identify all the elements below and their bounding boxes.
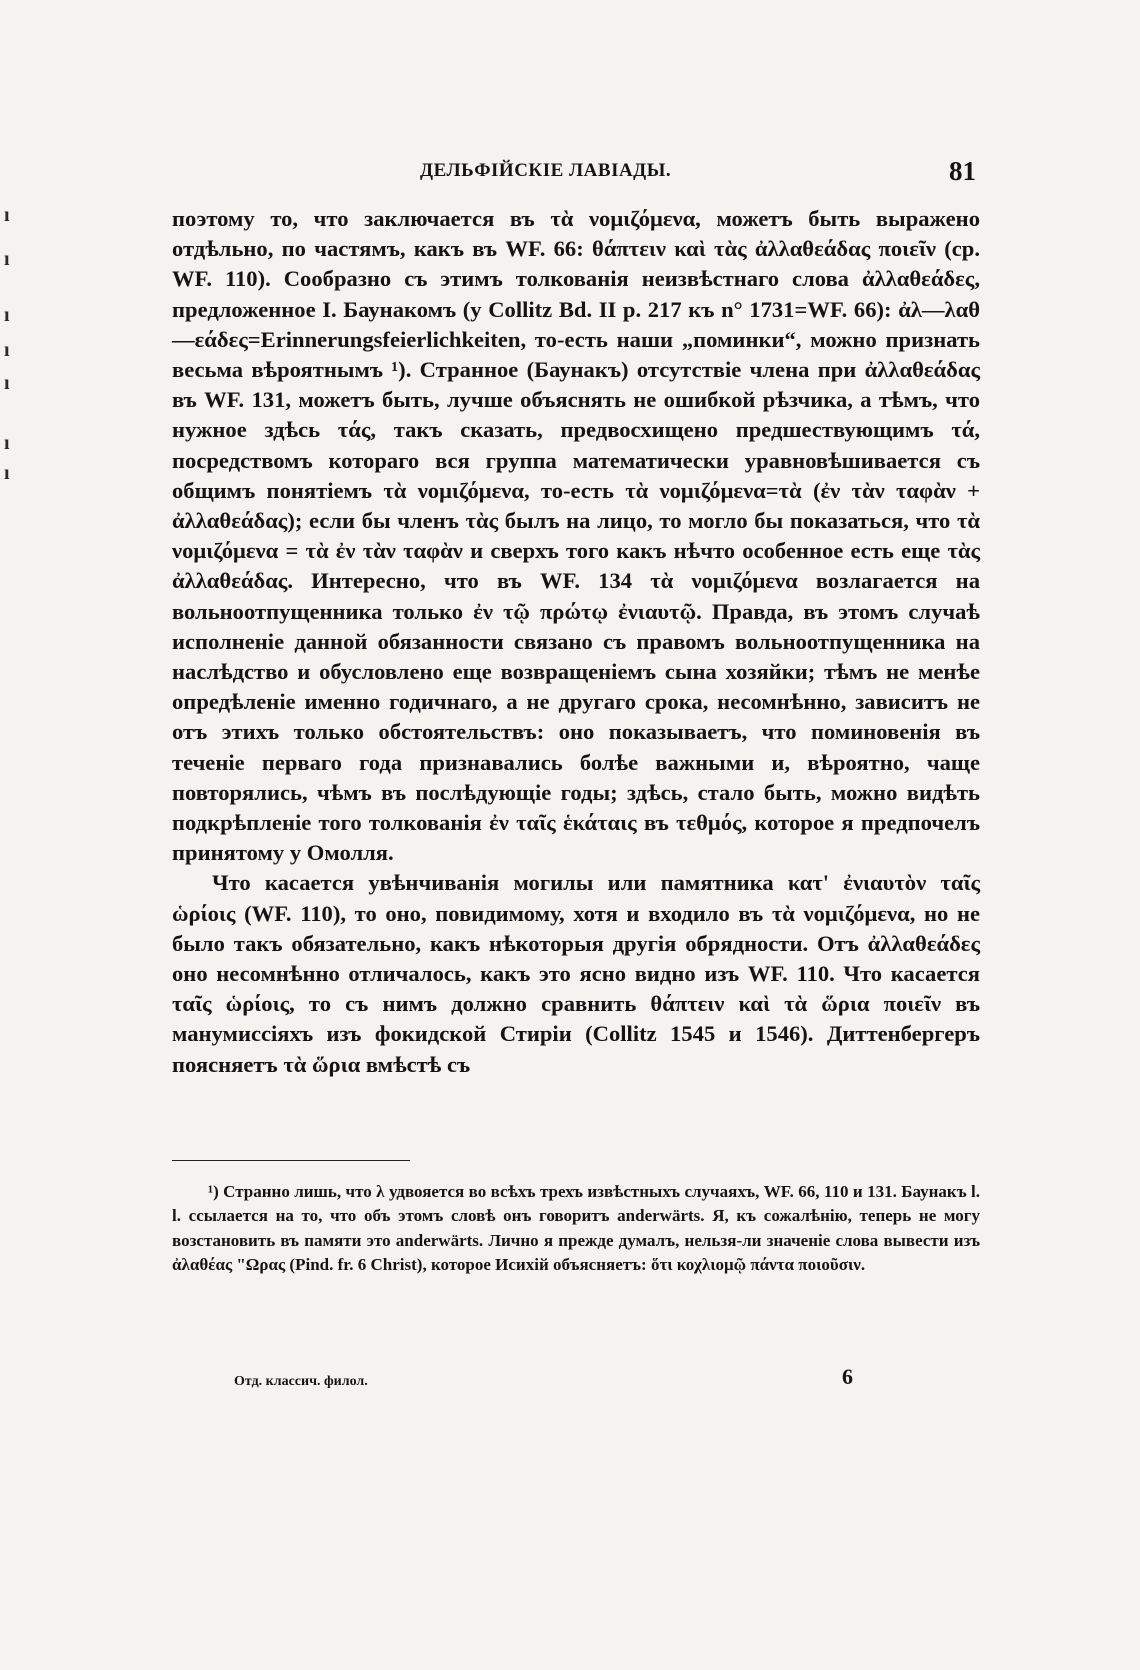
footnote xyxy=(172,1180,980,1277)
body-text xyxy=(172,204,980,1080)
margin-mark: ı xyxy=(4,204,10,226)
sheet-number: 6 xyxy=(842,1364,853,1389)
margin-mark: ı xyxy=(4,339,10,361)
margin-mark: ı xyxy=(4,432,10,454)
margin-mark: ı xyxy=(4,462,10,484)
page-number: 81 xyxy=(949,156,976,186)
signature-mark: Отд. классич. филол. xyxy=(234,1374,368,1389)
page-header xyxy=(208,156,976,186)
margin-mark: ı xyxy=(4,304,10,326)
running-title: ДЕЛЬФІЙСКІЕ ЛАВІАДЫ. xyxy=(420,160,672,181)
margin-mark: ı xyxy=(4,372,10,394)
footnote-text: ¹) Странно лишь, что λ удвояется во всѣхъ трехъ извѣстныхъ случаяхъ, WF. 66, 110 и 131. Баунакъ l. l. ссылается на то, что объ этомъ словѣ онъ говоритъ anderwärts. Я, къ сожалѣнію, теперь не могу возстановить въ памяти это anderwärts. Лично я прежде думалъ, нельзя-ли значеніе слова вывести изъ ἀλαθέας "Ωρας (Pind. fr. 6 Christ), которое Исихій объясняетъ: ὅτι κοχλιομῷ πάντα ποιοῦσιν. xyxy=(172,1182,980,1274)
paragraph: поэтому то, что заключается въ τὰ νομιζόμενα, можетъ быть выражено отдѣльно, по частямъ, какъ въ WF. 66: θάπτειν καὶ τὰς ἀλλαθεάδας ποιεῖν (ср. WF. 110). Сообразно съ этимъ толкованія неизвѣстнаго слова ἀλλαθεάδες, предложенное I. Баунакомъ (у Collitz Bd. II p. 217 къ n° 1731=WF. 66): ἀλ—λαθ—εάδες=Erinnerungsfeierlichkeiten, то-есть наши „поминки“, можно признать весьма вѣроятнымъ ¹). Странное (Баунакъ) отсутствіе члена при ἀλλαθεάδας въ WF. 131, можетъ быть, лучше объяснять не ошибкой рѣзчика, а тѣмъ, что нужное здѣсь τάς, такъ сказать, предвосхищено предшествующимъ τά, посредствомъ котораго вся группа математически уравновѣшивается съ общимъ понятіемъ τὰ νομιζόμενα, то-есть τὰ νομιζόμενα=τὰ (ἐν τὰν ταφὰν + ἀλλαθεάδας); если бы членъ τὰς былъ на лицо, то могло бы показаться, что τὰ νομιζόμενα = τὰ ἐν τὰν ταφὰν и сверхъ того какъ нѣчто особенное есть еще τὰς ἀλλαθεάδας. Интересно, что въ WF. 134 τὰ νομιζόμενα возлагается на вольноотпущенника только ἐν τῷ πρώτῳ ἐνιαυτῷ. Правда, въ этомъ случаѣ исполненіе данной обязанности связано съ правомъ вольноотпущенника на наслѣдство и обусловлено еще возвращеніемъ сына хозяйки; тѣмъ не менѣе опредѣленіе именно годичнаго, а не другаго срока, несомнѣнно, зависитъ не отъ этихъ только обстоятельствъ: оно показываетъ, что поминовенія въ теченіе перваго года признавались болѣе важными и, вѣроятно, чаще повторялись, чѣмъ въ послѣдующіе годы; здѣсь, стало быть, можно видѣть подкрѣпленіе того толкованія ἐν ταῖς ἑκάταις въ τεθμός, которое я предпочелъ принятому у Омолля. xyxy=(172,206,980,866)
footnote-divider xyxy=(172,1160,410,1161)
paragraph: Что касается увѣнчиванія могилы или памятника κατ' ἐνιαυτὸν ταῖς ὡρίοις (WF. 110), то оно, повидимому, хотя и входило въ τὰ νομιζόμενα, но не было такъ обязательно, какъ нѣкоторыя другія обрядности. Отъ ἀλλαθεάδες оно несомнѣнно отличалось, какъ это ясно видно изъ WF. 110. Что касается ταῖς ὡρίοις, то съ нимъ должно сравнить θάπτειν καὶ τὰ ὥρια ποιεῖν въ манумиссіяхъ изъ фокидской Стиріи (Collitz 1545 и 1546). Диттенбергеръ поясняетъ τὰ ὥρια вмѣстѣ съ xyxy=(172,870,980,1077)
margin-mark: ı xyxy=(4,248,10,270)
